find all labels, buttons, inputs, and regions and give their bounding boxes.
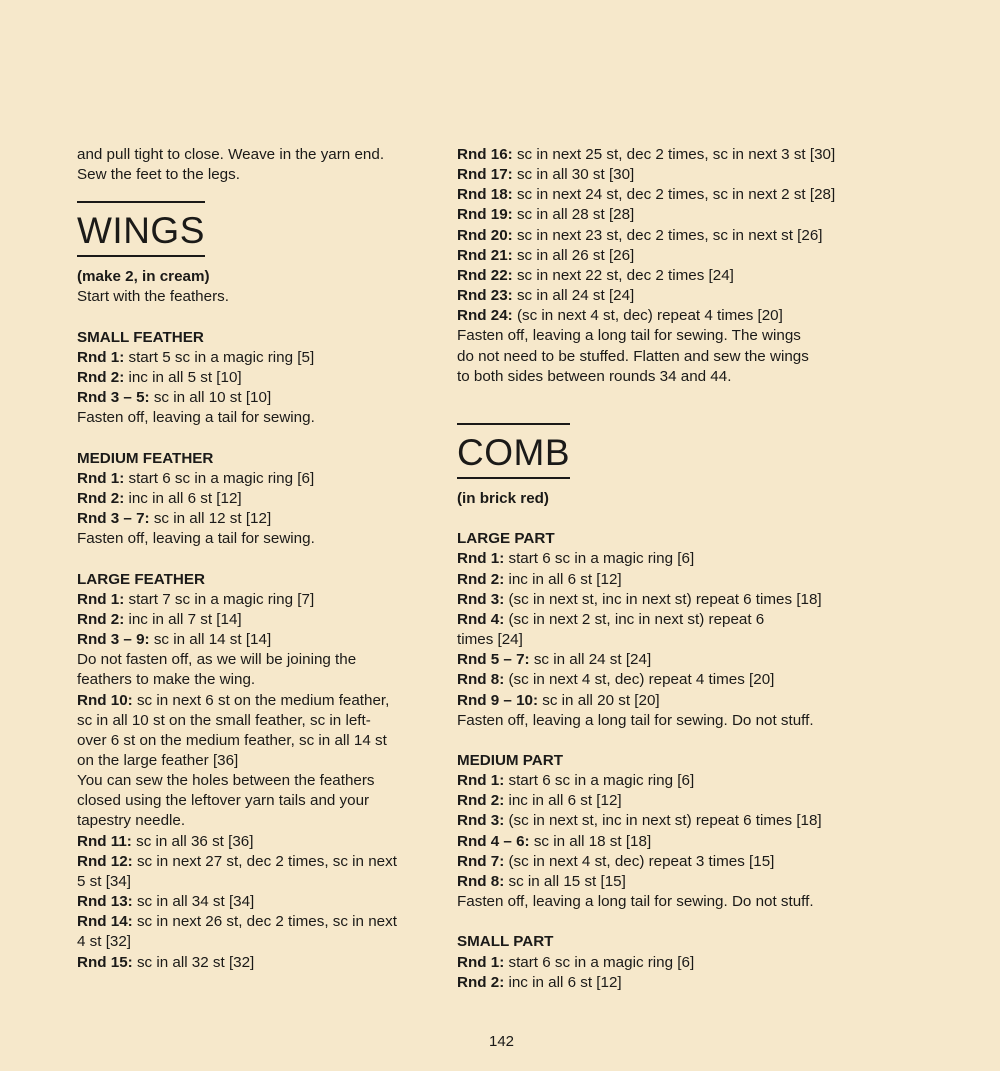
spacer xyxy=(77,549,437,569)
round-label: Rnd 1: xyxy=(457,772,505,790)
round-label: Rnd 2: xyxy=(77,610,125,628)
round-instruction xyxy=(457,266,857,286)
subsection-heading: SMALL PART xyxy=(457,933,554,951)
spacer xyxy=(77,308,437,328)
round-instruction xyxy=(457,650,857,670)
round-instruction xyxy=(457,791,857,811)
round-instruction xyxy=(77,892,437,912)
round-label: Rnd 2: xyxy=(457,973,505,991)
round-text: sc in next 22 st, dec 2 times [24] xyxy=(516,266,734,284)
round-instruction xyxy=(457,205,857,225)
subsection-heading: SMALL FEATHER xyxy=(77,328,204,346)
round-label: Rnd 5 – 7: xyxy=(457,651,530,669)
body-text-line: do not need to be stuffed. Flatten and sew the wings xyxy=(457,347,809,365)
round-text: inc in all 7 st [14] xyxy=(128,610,242,628)
round-instruction xyxy=(457,286,857,306)
body-text-line: Fasten off, leaving a long tail for sewing. Do not stuff. xyxy=(457,711,814,729)
body-text-line: Fasten off, leaving a tail for sewing. xyxy=(77,530,315,548)
body-text-line: on the large feather [36] xyxy=(77,752,239,770)
round-text: sc in all 26 st [26] xyxy=(516,246,635,264)
round-label: Rnd 24: xyxy=(457,307,513,325)
subsection-heading: LARGE PART xyxy=(457,530,555,548)
round-label: Rnd 22: xyxy=(457,266,513,284)
round-label: Rnd 20: xyxy=(457,226,513,244)
body-text-line: tapestry needle. xyxy=(77,812,186,830)
round-label: Rnd 8: xyxy=(457,671,505,689)
body-text-line: times [24] xyxy=(457,631,523,649)
round-text: sc in next 6 st on the medium feather, xyxy=(136,691,390,709)
round-label: Rnd 16: xyxy=(457,146,513,163)
round-text: start 6 sc in a magic ring [6] xyxy=(508,953,695,971)
round-label: Rnd 19: xyxy=(457,206,513,224)
round-text: start 7 sc in a magic ring [7] xyxy=(128,590,315,608)
round-instruction xyxy=(457,590,857,610)
round-label: Rnd 2: xyxy=(77,490,125,507)
round-label: Rnd 3: xyxy=(457,590,505,608)
round-instruction xyxy=(77,509,437,529)
round-instruction xyxy=(457,852,857,872)
round-text: sc in all 32 st [32] xyxy=(136,953,255,971)
round-text: sc in all 18 st [18] xyxy=(533,832,652,850)
round-label: Rnd 21: xyxy=(457,246,513,264)
round-instruction xyxy=(457,691,857,711)
left-column xyxy=(77,145,437,973)
round-instruction xyxy=(457,549,857,569)
page-number: 142 xyxy=(488,1033,515,1050)
round-label: Rnd 9 – 10: xyxy=(457,691,539,709)
round-instruction xyxy=(457,610,857,630)
body-text-line: Fasten off, leaving a long tail for sewing. The wings xyxy=(457,327,801,345)
round-text: inc in all 6 st [12] xyxy=(128,490,242,507)
round-text: sc in all 12 st [12] xyxy=(153,510,272,528)
body-text-line: over 6 st on the medium feather, sc in all 14 st xyxy=(77,731,387,749)
body-text-line: Fasten off, leaving a long tail for sewing. Do not stuff. xyxy=(457,893,814,911)
body-text-line: feathers to make the wing. xyxy=(77,671,256,689)
round-text: sc in all 10 st [10] xyxy=(153,389,272,407)
round-label: Rnd 17: xyxy=(457,166,513,184)
subsection-heading: LARGE FEATHER xyxy=(77,570,205,588)
round-instruction xyxy=(77,388,437,408)
round-instruction xyxy=(77,590,437,610)
round-label: Rnd 3 – 9: xyxy=(77,631,150,649)
yarn-note: (make 2, in cream) xyxy=(77,268,210,286)
round-instruction xyxy=(457,953,857,973)
round-label: Rnd 1: xyxy=(77,590,125,608)
body-text-line: closed using the leftover yarn tails and your xyxy=(77,792,370,810)
round-text: sc in next 25 st, dec 2 times, sc in next 3 st [30] xyxy=(516,146,836,163)
round-instruction xyxy=(457,165,857,185)
round-text: sc in all 24 st [24] xyxy=(516,287,635,305)
round-text: sc in all 24 st [24] xyxy=(533,651,652,669)
body-text-line: Do not fasten off, as we will be joining the xyxy=(77,651,357,669)
round-text: inc in all 6 st [12] xyxy=(508,570,622,588)
round-instruction xyxy=(457,306,857,326)
round-label: Rnd 13: xyxy=(77,893,133,911)
round-instruction xyxy=(457,145,857,165)
round-instruction xyxy=(77,953,437,973)
round-label: Rnd 2: xyxy=(457,792,505,810)
round-text: (sc in next st, inc in next st) repeat 6 times [18] xyxy=(508,812,822,830)
round-instruction xyxy=(77,832,437,852)
round-label: Rnd 23: xyxy=(457,287,513,305)
round-instruction xyxy=(457,973,857,993)
spacer xyxy=(457,731,857,751)
round-instruction xyxy=(457,771,857,791)
round-label: Rnd 1: xyxy=(77,469,125,487)
body-text-line: Fasten off, leaving a tail for sewing. xyxy=(77,409,315,427)
round-text: sc in all 36 st [36] xyxy=(136,832,254,850)
spacer xyxy=(457,509,857,529)
round-text: inc in all 6 st [12] xyxy=(508,792,622,810)
body-text-line: Start with the feathers. xyxy=(77,288,229,306)
round-label: Rnd 8: xyxy=(457,872,505,890)
section-heading-wrapper xyxy=(77,185,437,267)
right-column xyxy=(457,145,857,993)
round-text: start 6 sc in a magic ring [6] xyxy=(508,772,695,790)
round-text: inc in all 6 st [12] xyxy=(508,973,622,991)
body-text-line: to both sides between rounds 34 and 44. xyxy=(457,367,732,385)
round-instruction xyxy=(457,185,857,205)
round-instruction xyxy=(457,670,857,690)
round-text: sc in next 24 st, dec 2 times, sc in next 2 st [28] xyxy=(516,186,836,204)
yarn-note: (in brick red) xyxy=(457,490,549,508)
round-text: (sc in next 4 st, dec) repeat 3 times [15] xyxy=(508,852,775,870)
round-label: Rnd 14: xyxy=(77,913,133,931)
body-text-line: Sew the feet to the legs. xyxy=(77,166,240,184)
round-instruction xyxy=(77,912,437,932)
round-text: (sc in next 4 st, dec) repeat 4 times [20] xyxy=(508,671,775,689)
round-label: Rnd 15: xyxy=(77,953,133,971)
round-text: start 6 sc in a magic ring [6] xyxy=(508,550,695,568)
round-label: Rnd 18: xyxy=(457,186,513,204)
round-text: (sc in next 2 st, inc in next st) repeat 6 xyxy=(508,610,765,628)
round-instruction xyxy=(77,368,437,388)
round-text: (sc in next st, inc in next st) repeat 6 times [18] xyxy=(508,590,822,608)
round-label: Rnd 7: xyxy=(457,852,505,870)
round-label: Rnd 3 – 7: xyxy=(77,510,150,528)
round-text: sc in all 15 st [15] xyxy=(508,872,626,890)
section-heading-wrapper xyxy=(457,407,857,489)
section-heading: WINGS xyxy=(77,201,205,257)
body-text-line: and pull tight to close. Weave in the yarn end. xyxy=(77,146,385,163)
round-text: sc in all 30 st [30] xyxy=(516,166,635,184)
round-label: Rnd 1: xyxy=(457,953,505,971)
body-text-line: 5 st [34] xyxy=(77,872,132,890)
spacer xyxy=(457,912,857,932)
round-text: sc in all 20 st [20] xyxy=(542,691,660,709)
round-label: Rnd 10: xyxy=(77,691,133,709)
round-instruction xyxy=(457,246,857,266)
round-instruction xyxy=(457,570,857,590)
round-label: Rnd 1: xyxy=(77,348,125,366)
round-text: (sc in next 4 st, dec) repeat 4 times [20] xyxy=(516,307,783,325)
body-text-line: sc in all 10 st on the small feather, sc in left- xyxy=(77,711,371,729)
round-text: sc in all 34 st [34] xyxy=(136,893,255,911)
round-label: Rnd 1: xyxy=(457,550,505,568)
round-instruction xyxy=(77,630,437,650)
round-label: Rnd 2: xyxy=(457,570,505,588)
round-label: Rnd 4 – 6: xyxy=(457,832,530,850)
round-instruction xyxy=(77,691,437,711)
round-instruction xyxy=(77,610,437,630)
round-instruction xyxy=(457,832,857,852)
round-text: sc in next 27 st, dec 2 times, sc in next xyxy=(136,852,397,870)
round-label: Rnd 4: xyxy=(457,610,505,628)
spacer xyxy=(77,429,437,449)
round-instruction xyxy=(457,872,857,892)
round-instruction xyxy=(77,348,437,368)
round-instruction xyxy=(77,469,437,489)
round-label: Rnd 12: xyxy=(77,852,133,870)
round-label: Rnd 3 – 5: xyxy=(77,389,150,407)
spacer xyxy=(457,387,857,407)
round-instruction xyxy=(457,811,857,831)
round-instruction xyxy=(77,852,437,872)
section-heading: COMB xyxy=(457,423,570,479)
round-text: start 6 sc in a magic ring [6] xyxy=(128,469,315,487)
round-label: Rnd 3: xyxy=(457,812,505,830)
round-text: start 5 sc in a magic ring [5] xyxy=(128,348,315,366)
subsection-heading: MEDIUM FEATHER xyxy=(77,449,214,467)
subsection-heading: MEDIUM PART xyxy=(457,752,564,770)
round-text: sc in next 26 st, dec 2 times, sc in next xyxy=(136,913,397,931)
round-instruction xyxy=(77,489,437,509)
body-text-line: 4 st [32] xyxy=(77,933,132,951)
round-text: inc in all 5 st [10] xyxy=(128,369,242,387)
round-text: sc in all 14 st [14] xyxy=(153,631,272,649)
round-instruction xyxy=(457,226,857,246)
round-label: Rnd 2: xyxy=(77,369,125,387)
body-text-line: You can sew the holes between the feathers xyxy=(77,772,375,790)
round-label: Rnd 11: xyxy=(77,832,132,850)
round-text: sc in next 23 st, dec 2 times, sc in next st [26] xyxy=(516,226,823,244)
round-text: sc in all 28 st [28] xyxy=(516,206,635,224)
